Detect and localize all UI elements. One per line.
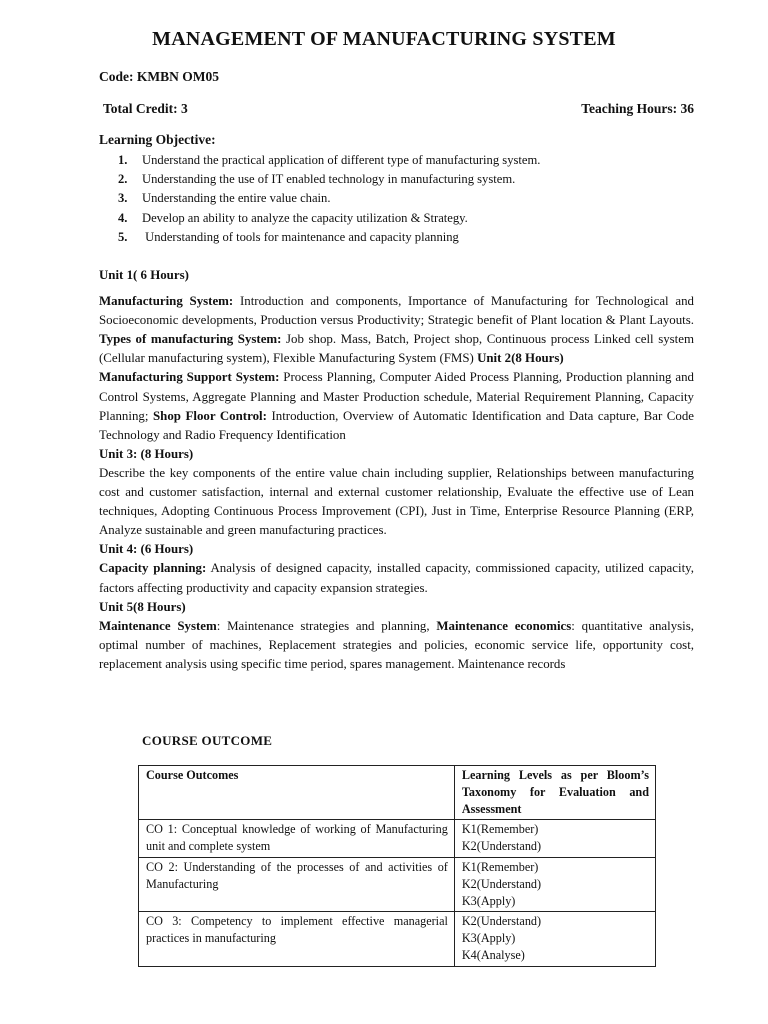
course-outcome-heading: COURSE OUTCOME — [142, 733, 273, 748]
unit-2-content: Manufacturing Support System: Process Planning, Computer Aided Process Planning, Production planning and Control Systems, Aggregate Planning and Master Production schedule, Material Requirement Planning, Capacity Planning; Shop Floor Control: Introduction, Overview of Automatic Identification and Data capture, Bar Code Technology and Radio Frequency Identification — [99, 370, 695, 442]
column-header-outcomes: Course Outcomes — [139, 766, 455, 820]
unit-5-content: Maintenance System: Maintenance strategies and planning, Maintenance economics: quantitative analysis, optimal number of machines, Replacement strategies and policies, economic service life, opportunity cost, replacement analysis using specific time period, spares management. Maintenance records — [99, 618, 694, 671]
objective-item: 1. Understand the practical application of different type of manufacturing system. — [118, 153, 541, 167]
objective-item: 4. Develop an ability to analyze the capacity utilization & Strategy. — [118, 210, 468, 225]
total-credit: Total Credit: 3 — [103, 101, 188, 116]
unit-1-heading: Unit 1( 6 Hours) — [99, 268, 189, 282]
units-body — [99, 266, 694, 674]
outcome-cell: CO 2: Understanding of the processes of and activities of Manufacturing — [139, 857, 455, 911]
outcome-cell: CO 3: Competency to implement effective managerial practices in manufacturing — [139, 912, 455, 966]
unit-5-heading: Unit 5(8 Hours) — [99, 599, 186, 614]
page-title: MANAGEMENT OF MANUFACTURING SYSTEM — [152, 28, 616, 50]
learning-objective-list — [118, 151, 540, 247]
unit-3-content: Describe the key components of the entire value chain including supplier, Relationships between manufacturing cost and customer satisfaction, internal and external customer relationship, Evaluate the effective use of Lean techniques, Adopting Continuous Process Improvement (CPI), Just in Time, Enterprise Resource Planning (ERP, Analyze sustainable and green manufacturing practices. — [99, 465, 694, 538]
column-header-levels: Learning Levels as per Bloom’s Taxonomy for Evaluation and Assessment — [454, 766, 655, 820]
unit-4-heading: Unit 4: (6 Hours) — [99, 542, 194, 557]
levels-cell: K2(Understand) K3(Apply) K4(Analyse) — [454, 912, 655, 966]
unit-1-content: Manufacturing System: Introduction and components, Importance of Manufacturing for Technological and Socioeconomic developments, Production versus Productivity; Strategic benefit of Plant location & Plant Layouts. Types of manufacturing System: Job shop. Mass, Batch, Project shop, Continuous process Linked cell system (Cellular manufacturing system), Flexible Manufacturing System (FMS) Unit 2(8 Hours) — [99, 294, 694, 366]
objective-item: 5. Understanding of tools for maintenance and capacity planning — [118, 229, 459, 244]
teaching-hours: Teaching Hours: 36 — [581, 101, 694, 116]
levels-cell: K1(Remember) K2(Understand) K3(Apply) — [454, 857, 655, 911]
unit-2-heading: Unit 2(8 Hours) — [477, 351, 564, 366]
objective-item: 3. Understanding the entire value chain. — [118, 191, 331, 206]
levels-cell: K1(Remember) K2(Understand) — [454, 820, 655, 858]
unit-3-heading: Unit 3: (8 Hours) — [99, 446, 194, 461]
course-code: Code: KMBN OM05 — [99, 69, 219, 84]
table-row — [139, 820, 656, 858]
objective-item: 2. Understanding the use of IT enabled technology in manufacturing system. — [118, 172, 516, 187]
unit-4-content: Capacity planning: Analysis of designed capacity, installed capacity, commissioned capacity, utilized capacity, factors affecting productivity and capacity expansion strategies. — [99, 561, 694, 595]
table-header-row — [139, 766, 656, 820]
learning-objective-heading: Learning Objective: — [99, 132, 216, 147]
course-outcome-table — [138, 765, 656, 967]
table-row — [139, 912, 656, 966]
table-row — [139, 857, 656, 911]
outcome-cell: CO 1: Conceptual knowledge of working of Manufacturing unit and complete system — [139, 820, 455, 858]
